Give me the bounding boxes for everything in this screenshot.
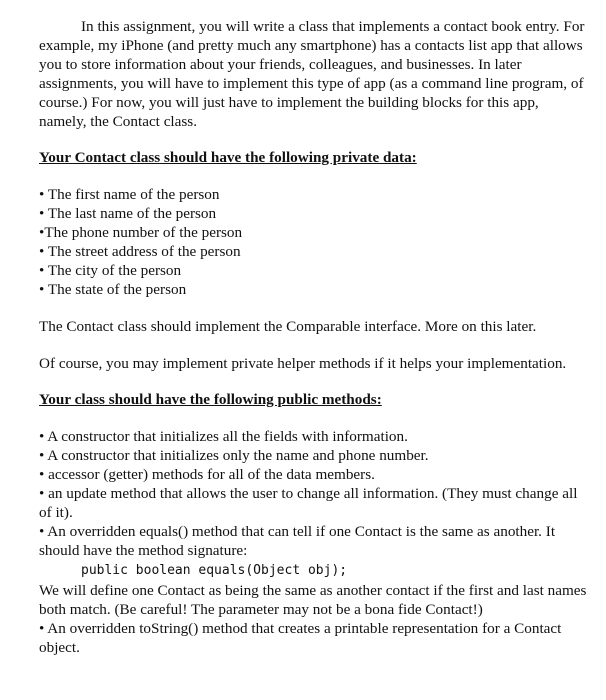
list-item: • An overridden equals() method that can tell if one Contact is the same as another. It should have the method signature: — [39, 523, 556, 559]
list-item: • The street address of the person — [39, 243, 241, 260]
list-item: • The first name of the person — [39, 186, 220, 203]
public-methods-heading: Your class should have the following public methods: — [39, 391, 382, 408]
list-item: • accessor (getter) methods for all of the data members. — [39, 466, 375, 483]
list-item: • A constructor that initializes only the name and phone number. — [39, 447, 429, 464]
private-data-list — [39, 185, 587, 299]
private-data-heading: Your Contact class should have the following private data: — [39, 149, 417, 166]
assignment-document — [39, 17, 587, 657]
list-item: • The last name of the person — [39, 205, 217, 222]
comparable-paragraph: The Contact class should implement the Comparable interface. More on this later. — [39, 318, 537, 335]
list-item: • An overridden toString() method that creates a printable representation for a Contact object. — [39, 620, 562, 656]
list-item: • The city of the person — [39, 262, 182, 279]
list-item: •The phone number of the person — [39, 224, 243, 241]
list-item: • an update method that allows the user to change all information. (They must change all of it). — [39, 485, 578, 521]
intro-paragraph: In this assignment, you will write a class that implements a contact book entry. For example, my iPhone (and pretty much any smartphone) has a contacts list app that allows you to store information about your friends, colleagues, and businesses. In later assignments, you will have to implement this type of app (as a command line program, of course.) For now, you will just have to implement the building blocks for this app, namely, the Contact class. — [39, 18, 585, 130]
method-signature-code: public boolean equals(Object obj); — [81, 563, 348, 578]
list-item: • A constructor that initializes all the fields with information. — [39, 428, 408, 445]
list-item: • The state of the person — [39, 281, 187, 298]
helper-methods-paragraph: Of course, you may implement private helper methods if it helps your implementation. — [39, 355, 567, 372]
equals-definition-note: We will define one Contact as being the same as another contact if the first and last names both match. (Be careful! The parameter may not be a bona fide Contact!) — [39, 582, 587, 618]
public-methods-list — [39, 427, 587, 657]
